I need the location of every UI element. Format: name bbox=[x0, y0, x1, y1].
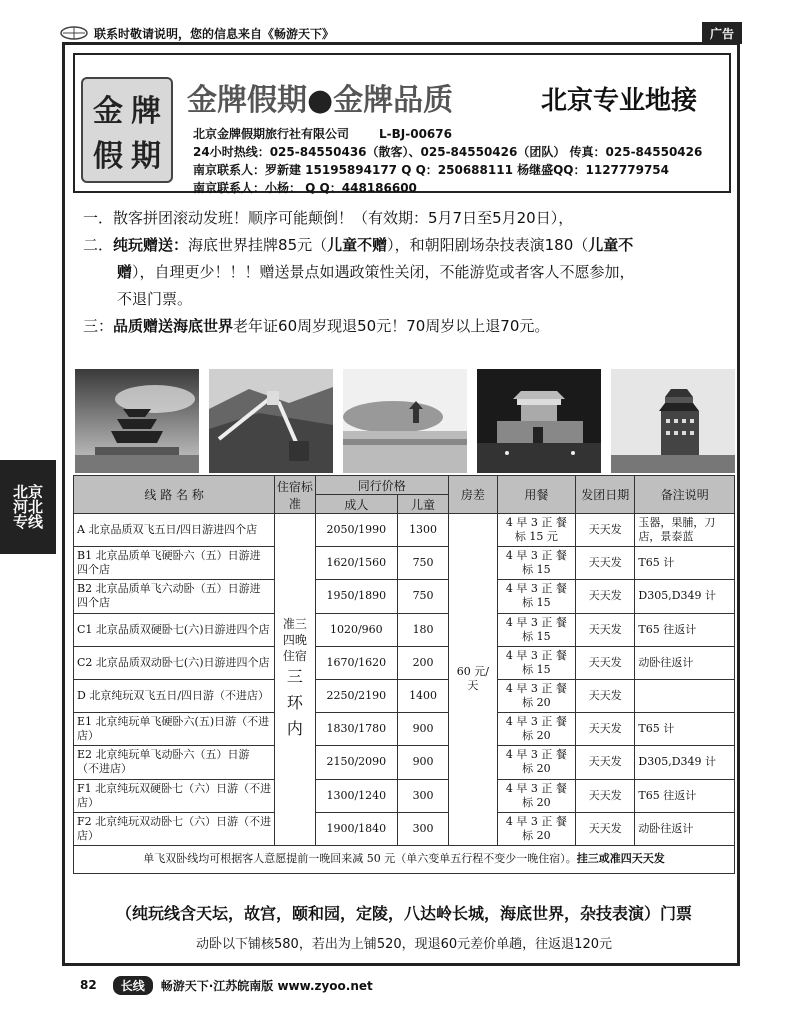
slogan-dot: ● bbox=[307, 83, 334, 118]
adult-price: 2150/2090 bbox=[315, 746, 398, 779]
remark-text: T65 往返计 bbox=[635, 779, 735, 812]
header-child: 儿童 bbox=[398, 495, 449, 514]
adult-price: 1670/1620 bbox=[315, 646, 398, 679]
header-stay: 住宿标准 bbox=[275, 476, 315, 514]
deshengmen-photo bbox=[611, 369, 735, 473]
remark-text: T65 计 bbox=[635, 547, 735, 580]
stay-standard bbox=[275, 514, 315, 846]
contact-line: 南京联系人：小杨： Q Q：448186600 bbox=[193, 181, 417, 195]
stay-text: 准三四晚住宿 bbox=[282, 617, 307, 664]
publication-info: 畅游天下·江苏皖南版 www.zyoo.net bbox=[160, 978, 373, 993]
child-price: 900 bbox=[398, 713, 449, 746]
slogan-local-operator: 北京专业地接 bbox=[541, 86, 698, 116]
meal-info: 4 早 3 正 餐标 15 bbox=[497, 646, 575, 679]
route-name: B1 北京品质单飞硬卧六（五）日游进四个店 bbox=[74, 547, 275, 580]
adult-price: 1620/1560 bbox=[315, 547, 398, 580]
remark-text bbox=[635, 679, 735, 712]
meal-info: 4 早 3 正 餐标 15 元 bbox=[497, 514, 575, 547]
meal-info: 4 早 3 正 餐标 15 bbox=[497, 580, 575, 613]
route-name: F2 北京纯玩双动卧七（六）日游（不进店） bbox=[74, 812, 275, 845]
adult-price: 1830/1780 bbox=[315, 713, 398, 746]
top-bar bbox=[58, 22, 742, 44]
meal-info: 4 早 3 正 餐标 20 bbox=[497, 713, 575, 746]
departure-days: 天天发 bbox=[576, 514, 635, 547]
side-tab-line: 河北 bbox=[12, 497, 43, 516]
header-route: 线 路 名 称 bbox=[74, 476, 275, 514]
side-tab-line: 专线 bbox=[12, 512, 43, 531]
note-1: 一．散客拼团滚动发班！顺序可能颠倒！（有效期：5月7日至5月20日）， bbox=[83, 209, 574, 227]
route-name: E1 北京纯玩单飞硬卧六(五)日游（不进店） bbox=[74, 713, 275, 746]
adult-price: 1020/960 bbox=[315, 613, 398, 646]
logo-char: 牌 bbox=[131, 93, 161, 129]
child-price: 900 bbox=[398, 746, 449, 779]
header-room-diff: 房差 bbox=[448, 476, 497, 514]
remark-text: 动卧往返计 bbox=[635, 812, 735, 845]
gold-holiday-logo bbox=[81, 77, 173, 183]
route-name: E2 北京纯玩单飞动卧六（五）日游（不进店） bbox=[74, 746, 275, 779]
child-price: 300 bbox=[398, 812, 449, 845]
ad-frame bbox=[62, 42, 740, 966]
departure-days: 天天发 bbox=[576, 646, 635, 679]
source-announcement: 联系时敬请说明，您的信息来自《畅游天下》 bbox=[94, 26, 335, 41]
table-row bbox=[74, 646, 735, 679]
adult-price: 2050/1990 bbox=[315, 514, 398, 547]
route-name: F1 北京纯玩双硬卧七（六）日游（不进店） bbox=[74, 779, 275, 812]
child-price: 1400 bbox=[398, 679, 449, 712]
departure-days: 天天发 bbox=[576, 812, 635, 845]
table-row bbox=[74, 713, 735, 746]
note-2-cont: 不退门票。 bbox=[117, 290, 193, 308]
child-price: 200 bbox=[398, 646, 449, 679]
license-number: L-BJ-00676 bbox=[379, 127, 452, 141]
stay-big-char: 三 bbox=[286, 667, 303, 687]
adult-price: 1950/1890 bbox=[315, 580, 398, 613]
route-price-table bbox=[73, 475, 735, 874]
meal-info: 4 早 3 正 餐标 15 bbox=[497, 613, 575, 646]
header-peer-price: 同行价格 bbox=[315, 476, 448, 495]
departure-days: 天天发 bbox=[576, 613, 635, 646]
table-row bbox=[74, 679, 735, 712]
child-price: 180 bbox=[398, 613, 449, 646]
table-row bbox=[74, 779, 735, 812]
departure-days: 天天发 bbox=[576, 779, 635, 812]
contact-info bbox=[193, 125, 702, 197]
header-remarks: 备注说明 bbox=[635, 476, 735, 514]
table-row bbox=[74, 580, 735, 613]
hotline: 24小时热线：025-84550436（散客）、025-84550426（团队） 传真：025-84550426 bbox=[193, 145, 703, 159]
slogan-b: 金牌品质 bbox=[333, 83, 454, 118]
route-name: D 北京纯玩双飞五日/四日游（不进店） bbox=[74, 679, 275, 712]
departure-days: 天天发 bbox=[576, 713, 635, 746]
header-meal: 用餐 bbox=[497, 476, 575, 514]
side-tab-line: 北京 bbox=[12, 482, 43, 501]
table-row bbox=[74, 547, 735, 580]
photo-strip bbox=[75, 369, 735, 473]
footnote-text: 单飞双卧线均可根据客人意愿提前一晚回来减 50 元（单六变单五行程不变少一晚住宿）。 bbox=[143, 852, 577, 866]
slogan-a: 金牌假期 bbox=[187, 83, 307, 118]
sleeper-refund-note: 动卧以下铺核580，若出为上铺520，现退60元差价单趟，往返退120元 bbox=[196, 937, 612, 952]
tickets-included: （纯玩线含天坛，故宫，颐和园，定陵，八达岭长城，海底世界，杂技表演）门票 bbox=[115, 904, 692, 923]
header-adult: 成人 bbox=[315, 495, 398, 514]
child-price: 1300 bbox=[398, 514, 449, 547]
company-name: 北京金牌假期旅行社有限公司 bbox=[193, 127, 350, 141]
child-price: 750 bbox=[398, 580, 449, 613]
company-header bbox=[73, 53, 731, 193]
remark-text: 玉器，果脯，刀店，景泰蓝 bbox=[635, 514, 735, 547]
remark-text: 动卧往返计 bbox=[635, 646, 735, 679]
page-footer bbox=[58, 974, 742, 996]
note-2: 二．纯玩赠送：海底世界挂牌85元（儿童不赠），和朝阳剧场杂技表演180（儿童不 bbox=[83, 236, 634, 254]
route-name: C2 北京品质双动卧七(六)日游进四个店 bbox=[74, 646, 275, 679]
remark-text: T65 往返计 bbox=[635, 613, 735, 646]
remark-text: T65 计 bbox=[635, 713, 735, 746]
table-row bbox=[74, 514, 735, 547]
child-price: 750 bbox=[398, 547, 449, 580]
promo-notes bbox=[83, 205, 723, 340]
meal-info: 4 早 3 正 餐标 20 bbox=[497, 746, 575, 779]
route-name: B2 北京品质单飞六动卧（五）日游进四个店 bbox=[74, 580, 275, 613]
tiananmen-photo bbox=[477, 369, 601, 473]
room-diff-value: 60 元/天 bbox=[448, 514, 497, 846]
summer-palace-photo bbox=[343, 369, 467, 473]
remark-text: D305,D349 计 bbox=[635, 580, 735, 613]
table-row bbox=[74, 613, 735, 646]
logo-char: 金 bbox=[93, 93, 123, 129]
departure-days: 天天发 bbox=[576, 746, 635, 779]
route-name: A 北京品质双飞五日/四日游进四个店 bbox=[74, 514, 275, 547]
header-departure: 发团日期 bbox=[576, 476, 635, 514]
globe-logo-icon bbox=[56, 24, 92, 42]
meal-info: 4 早 3 正 餐标 20 bbox=[497, 812, 575, 845]
great-wall-photo bbox=[209, 369, 333, 473]
stay-big-char: 环 bbox=[286, 693, 303, 713]
logo-char: 期 bbox=[131, 138, 161, 174]
table-footnote bbox=[74, 845, 735, 873]
meal-info: 4 早 3 正 餐标 20 bbox=[497, 779, 575, 812]
meal-info: 4 早 3 正 餐标 20 bbox=[497, 679, 575, 712]
note-3: 三：品质赠送海底世界老年证60周岁现退50元！70周岁以上退70元。 bbox=[83, 317, 550, 335]
footnote-bold: 挂三或准四天天发 bbox=[576, 852, 665, 866]
route-name: C1 北京品质双硬卧七(六)日游进四个店 bbox=[74, 613, 275, 646]
note-2-cont: 赠），自理更少！！！赠送景点如遇政策性关闭，不能游览或者客人不愿参加， bbox=[117, 263, 635, 281]
logo-char: 假 bbox=[93, 138, 123, 174]
ad-tag: 广告 bbox=[702, 22, 742, 44]
departure-days: 天天发 bbox=[576, 547, 635, 580]
adult-price: 1900/1840 bbox=[315, 812, 398, 845]
section-tag: 长线 bbox=[113, 976, 153, 995]
page-number: 82 bbox=[80, 978, 97, 992]
table-row bbox=[74, 812, 735, 845]
departure-days: 天天发 bbox=[576, 580, 635, 613]
child-price: 300 bbox=[398, 779, 449, 812]
side-tab bbox=[0, 460, 56, 554]
temple-of-heaven-photo bbox=[75, 369, 199, 473]
departure-days: 天天发 bbox=[576, 679, 635, 712]
stay-big-char: 内 bbox=[286, 719, 303, 739]
meal-info: 4 早 3 正 餐标 15 bbox=[497, 547, 575, 580]
slogan bbox=[187, 75, 453, 119]
contact-line: 南京联系人：罗新建 15195894177 Q Q：250688111 杨继盛QQ：1127779754 bbox=[193, 163, 670, 177]
adult-price: 2250/2190 bbox=[315, 679, 398, 712]
adult-price: 1300/1240 bbox=[315, 779, 398, 812]
table-row bbox=[74, 746, 735, 779]
remark-text: D305,D349 计 bbox=[635, 746, 735, 779]
